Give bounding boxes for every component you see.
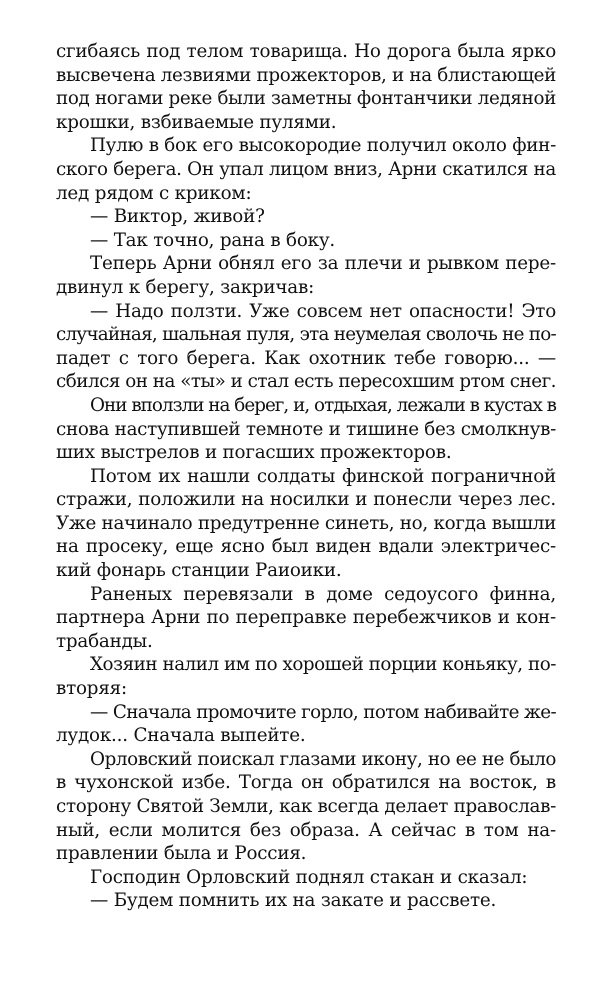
text-line: двинул к берегу, закричав:	[56, 276, 315, 298]
text-line: правлении была и Россия.	[56, 843, 307, 865]
text-line: вторяя:	[56, 678, 127, 700]
text-line: кий фонарь станции Раиоики.	[56, 560, 342, 582]
text-line: ших выстрелов и погасших прожекторов.	[56, 442, 452, 464]
text-line: лудок... Сначала выпейте.	[56, 725, 306, 747]
text-line: ского берега. Он упал лицом вниз, Арни скатился на	[56, 158, 556, 180]
text-line: в чухонской избе. Тогда он обратился на восток, в	[56, 772, 556, 794]
text-line: сгибаясь под телом товарища. Но дорога была ярко	[56, 41, 556, 62]
text-line: — Так точно, рана в боку.	[90, 229, 336, 251]
text-line: трабанды.	[56, 630, 153, 652]
text-line: Они вползли на берег, и, отдыхая, лежали в кустах в	[90, 394, 556, 416]
text-line: — Виктор, живой?	[90, 206, 265, 228]
text-line: Уже начинало предутренне синеть, но, когда вышли	[56, 512, 556, 534]
text-line: Господин Орловский поднял стакан и сказал:	[90, 866, 528, 888]
text-line: крошки, взбиваемые пулями.	[56, 111, 337, 133]
text-line: Орловский поискал глазами икону, но ее не было	[90, 748, 556, 770]
text-line: — Будем помнить их на закате и рассвете.	[90, 890, 497, 912]
text-line: лед рядом с криком:	[56, 182, 252, 204]
text-line: партнера Арни по переправке перебежчиков и кон-	[56, 607, 556, 629]
text-line: стражи, положили на носилки и понесли через лес.	[56, 489, 556, 511]
text-line: ный, если молится без образа. А сейчас в том на-	[56, 819, 556, 841]
text-line: сбился он на «ты» и стал есть пересохшим ртом снег.	[56, 371, 556, 393]
text-line: — Сначала промочите горло, потом набивайте же-	[90, 701, 556, 723]
book-page-text	[56, 40, 556, 913]
text-line: случайная, шальная пуля, эта неумелая сволочь не по-	[56, 324, 556, 346]
text-line: Потом их нашли солдаты финской пограничной	[90, 465, 556, 487]
text-line: Раненых перевязали в доме седоусого финна,	[90, 583, 556, 605]
text-line: падет с того берега. Как охотник тебе говорю... —	[56, 347, 556, 369]
text-line: Пулю в бок его высокородие получил около фин-	[90, 135, 556, 157]
text-line: высвечена лезвиями прожекторов, и на блистающей	[56, 64, 556, 86]
text-line: на просеку, еще ясно был виден вдали электричес-	[56, 536, 556, 558]
text-line: под ногами реке были заметны фонтанчики ледяной	[56, 88, 556, 110]
text-line: сторону Святой Земли, как всегда делает православ-	[56, 796, 556, 817]
text-line: — Надо ползти. Уже совсем нет опасности! Это	[90, 300, 556, 322]
text-line: снова наступившей темноте и тишине без смолкнув-	[56, 418, 556, 440]
text-line: Теперь Арни обнял его за плечи и рывком пере-	[90, 253, 556, 275]
text-line: Хозяин налил им по хорошей порции коньяку, по-	[90, 654, 556, 676]
